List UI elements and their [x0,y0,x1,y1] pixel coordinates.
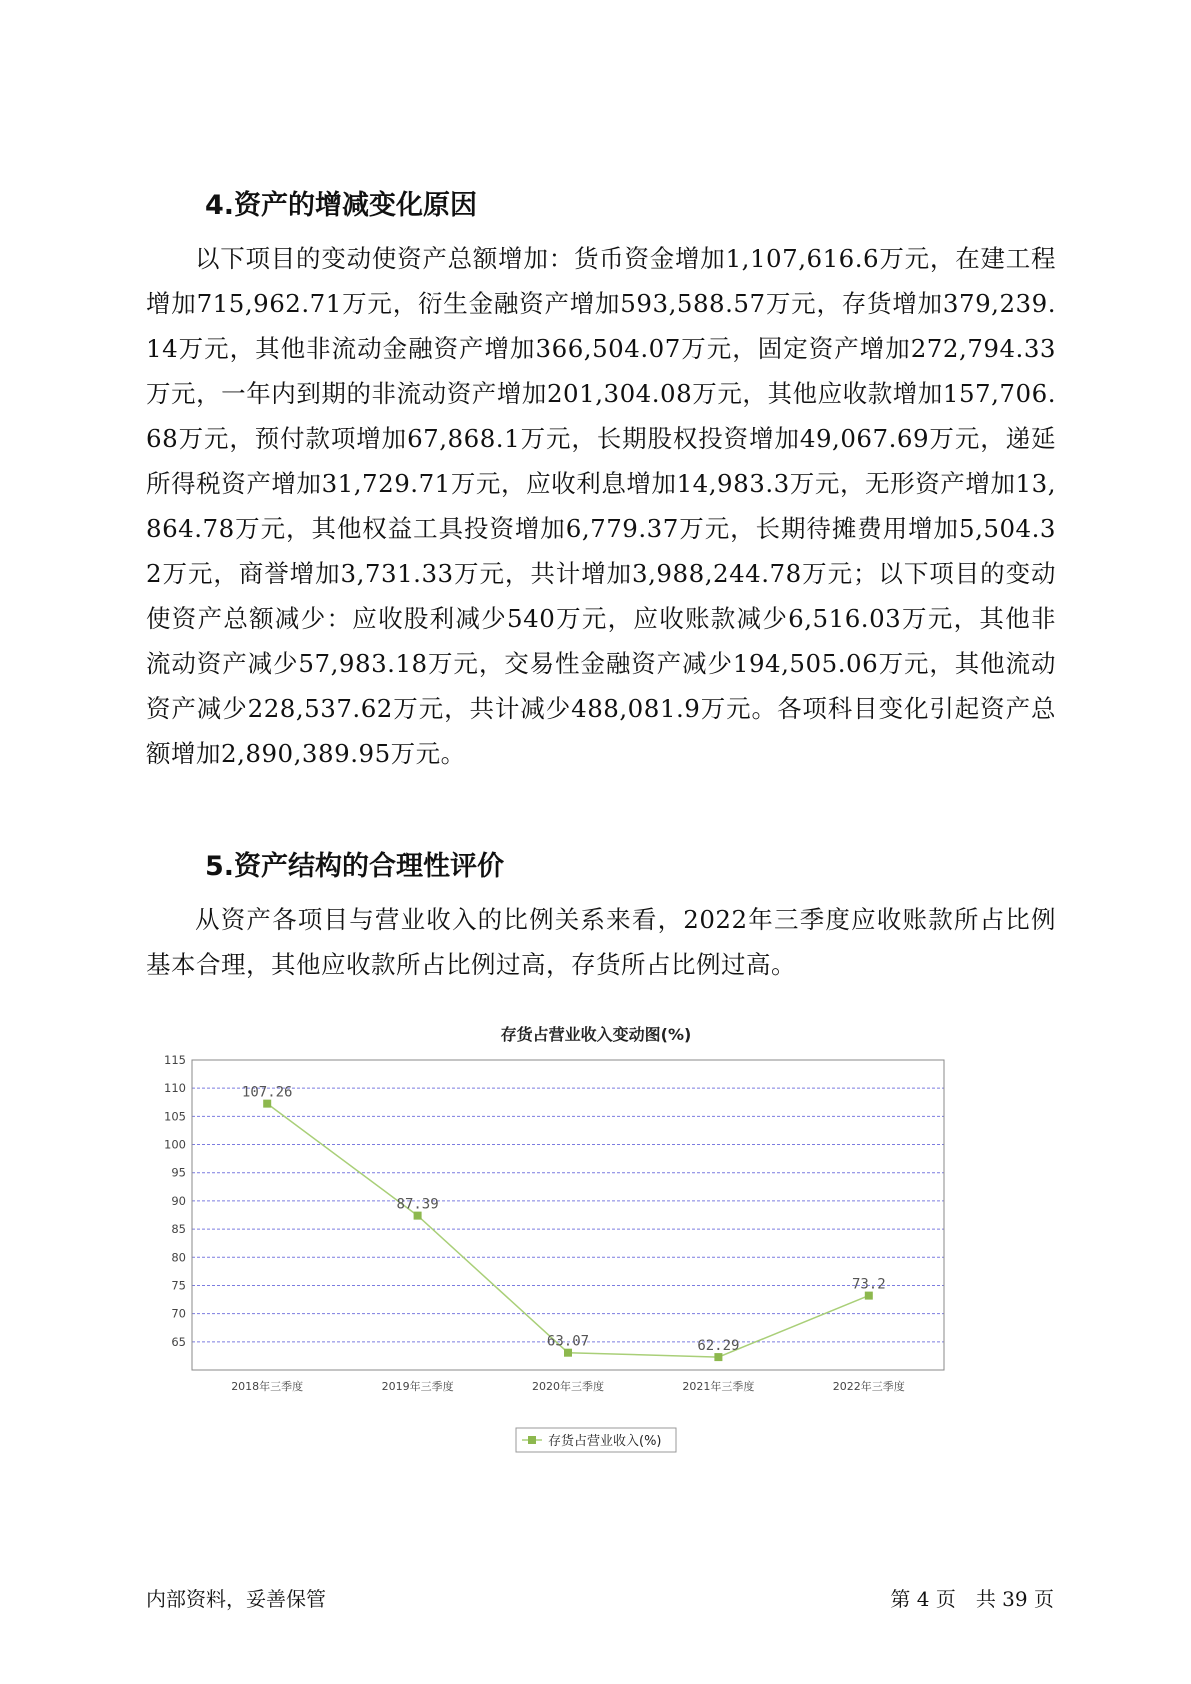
footer-confidential-note: 内部资料，妥善保管 [146,1587,326,1611]
x-tick-label: 2018年三季度 [231,1380,304,1393]
chart-legend [516,1428,676,1452]
paragraph-asset-change: 以下项目的变动使资产总额增加：货币资金增加1,107,616.6万元，在建工程增加715,962.71万元，衍生金融资产增加593,588.57万元，存货增加379,239.14万元，其他非流动金融资产增加366,504.07万元，固定资产增加272,794.33万元，一年内到期的非流动资产增加201,304.08万元，其他应收款增加157,706.68万元，预付款项增加67,868.1万元，长期股权投资增加49,067.69万元，递延所得税资产增加31,729.71万元，应收利息增加14,983.3万元，无形资产增加13,864.78万元，其他权益工具投资增加6,779.37万元，长期待摊费用增加5,504.32万元，商誉增加3,731.33万元，共计增加3,988,244.78万元；以下项目的变动使资产总额减少：应收股利减少540万元，应收账款减少6,516.03万元，其他非流动资产减少57,983.18万元，交易性金融资产减少194,505.06万元，其他流动资产减少228,537.62万元，共计减少488,081.9万元。各项科目变化引起资产总额增加2,890,389.95万元。 [146,244,1056,768]
series-line [267,1104,869,1357]
y-tick-label: 85 [171,1222,186,1237]
data-point [414,1212,422,1220]
data-label: 87.39 [396,1196,439,1213]
inventory-revenue-chart [140,1010,1052,1470]
y-tick-label: 90 [171,1193,186,1208]
data-label: 73.2 [851,1276,886,1293]
y-tick-label: 80 [171,1250,186,1265]
x-tick-label: 2022年三季度 [832,1380,905,1393]
y-tick-label: 75 [171,1278,186,1293]
data-label: 107.26 [241,1084,293,1101]
x-tick-label: 2020年三季度 [532,1380,604,1393]
y-tick-label: 100 [164,1137,186,1152]
footer-page-number: 第 4 页 共 39 页 [890,1587,1054,1611]
data-point [263,1100,271,1108]
data-point [564,1349,572,1357]
y-tick-label: 105 [164,1109,186,1124]
section-heading-asset-change: 4.资产的增减变化原因 [205,190,478,221]
paragraph-asset-structure: 从资产各项目与营业收入的比例关系来看，2022年三季度应收账款所占比例基本合理，其他应收款所占比例过高，存货所占比例过高。 [146,905,1056,979]
data-label: 62.29 [697,1338,740,1355]
legend-marker [528,1436,536,1444]
data-label: 63.07 [546,1333,590,1350]
chart-svg [140,1010,1052,1470]
series-markers [263,1100,873,1361]
x-tick-label: 2021年三季度 [682,1380,755,1393]
plot-border [192,1060,944,1370]
data-point [714,1353,722,1361]
y-tick-label: 95 [171,1165,186,1180]
y-tick-label: 65 [171,1334,186,1349]
y-tick-label: 115 [164,1053,186,1067]
section-heading-asset-structure: 5.资产结构的合理性评价 [205,851,505,882]
y-axis-ticks [164,1053,186,1349]
y-tick-label: 70 [171,1306,186,1321]
y-tick-label: 110 [164,1081,186,1096]
x-axis-ticks [231,1379,905,1393]
legend-label: 存货占营业收入(%) [548,1434,662,1449]
chart-grid [192,1060,944,1342]
x-tick-label: 2019年三季度 [381,1380,454,1393]
data-point [865,1292,873,1300]
chart-title: 存货占营业收入变动图(%) [500,1025,692,1044]
